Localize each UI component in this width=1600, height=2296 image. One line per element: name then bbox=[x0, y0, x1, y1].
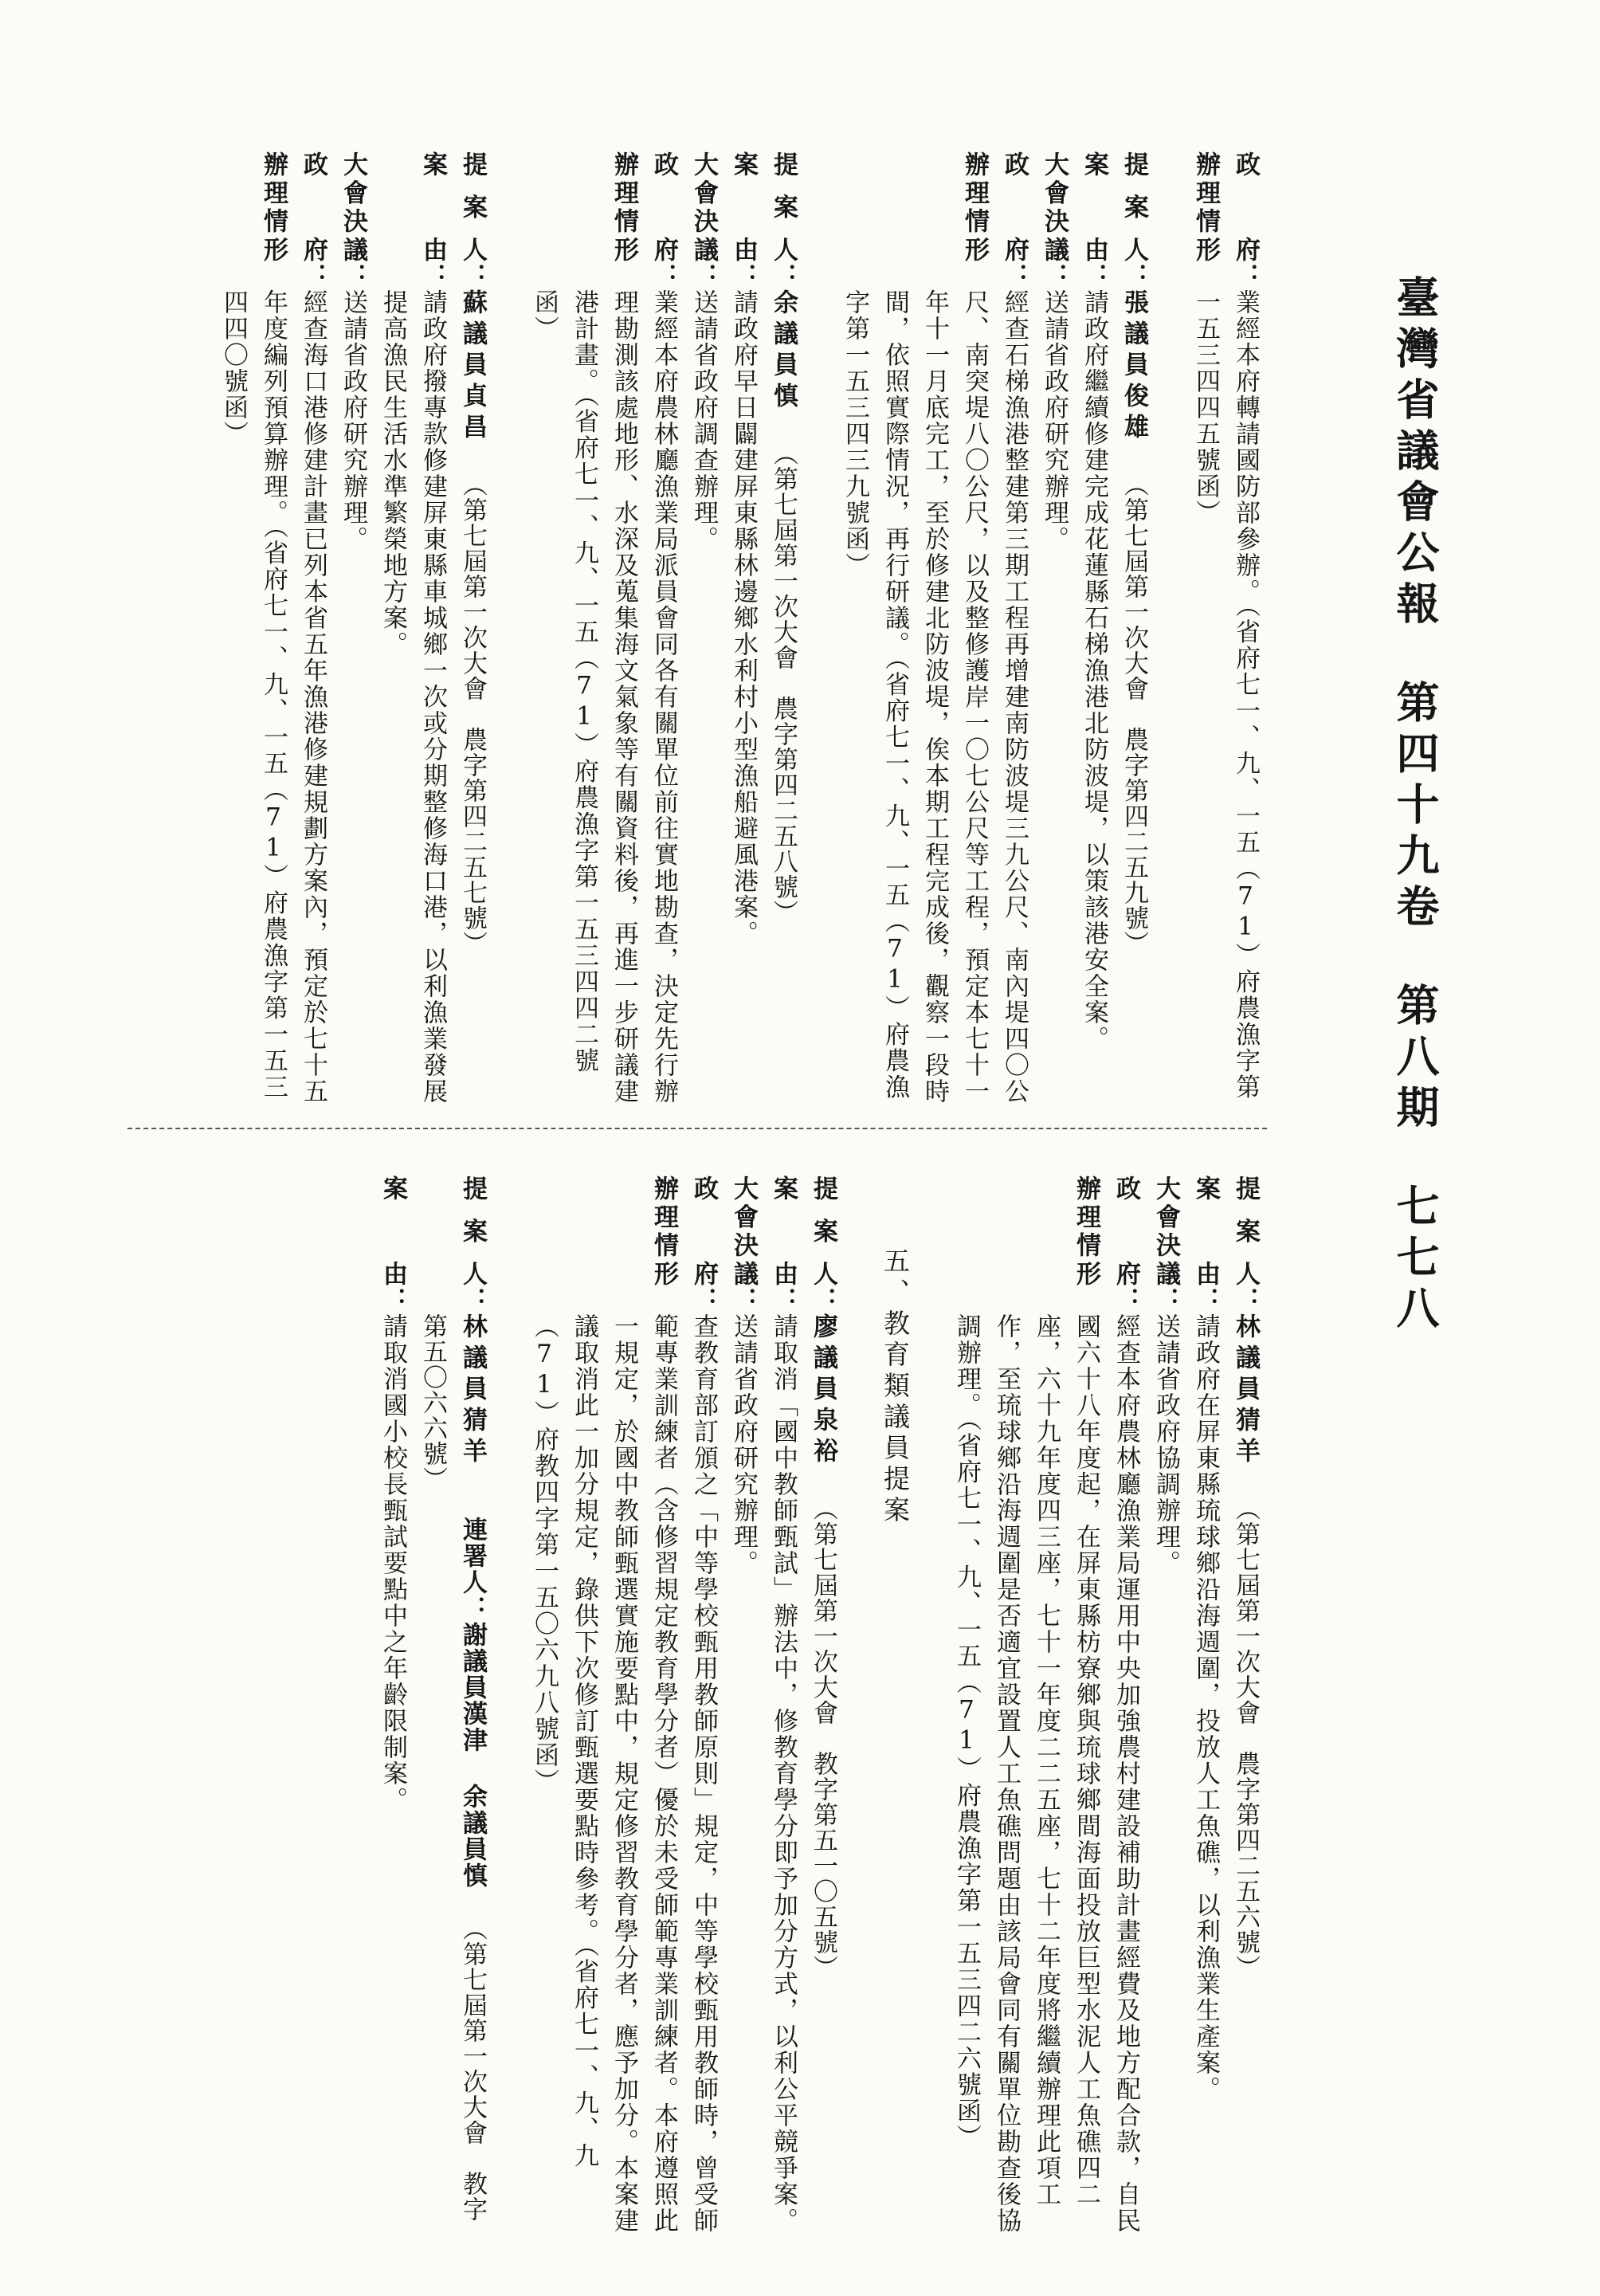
government-response: 經查本府農林廳漁業局運用中央加強農村建設補助計畫經費及地方配合款，自民國六十八年度起，在屏東縣枋寮鄉與琉球鄉間海面投放巨型水泥人工魚礁四二座，六十九年度四三座，七十一年度二二五座，七十二年度將繼續辦理此項工作，至琉球鄉沿海週圍是否適宜設置人工魚礁問題由該局會同有關單位勘查後協調辦理。（省府七一、九、一五（71）府農漁字第一五三四二六號函） bbox=[952, 1313, 1140, 2234]
proposer-name: 蘇議員貞昌 bbox=[458, 289, 487, 445]
issue-number: 第八期 bbox=[1390, 983, 1441, 1136]
subject-label: 案由 bbox=[418, 151, 447, 263]
resolution-text: 送請省政府調查辦理。 bbox=[689, 289, 718, 552]
resolution-label: 大會決議 bbox=[1151, 1175, 1180, 1287]
resolution-label: 大會決議 bbox=[689, 151, 718, 263]
resolution-label: 大會決議 bbox=[1040, 151, 1069, 263]
upper-text-block bbox=[182, 151, 1265, 1108]
proposer-label: 提案人 bbox=[1231, 1175, 1260, 1287]
proposer-label: 提案人 bbox=[458, 151, 487, 263]
resolution-label: 大會決議 bbox=[339, 151, 367, 263]
cosigner-block: 連署人：謝議員漢津 余議員慎 bbox=[458, 1517, 487, 1889]
proposal-ref: （第七屆第一次大會 教字第五〇六六號） bbox=[418, 1313, 487, 2222]
resolution-text: 送請省政府協調辦理。 bbox=[1151, 1313, 1180, 1576]
proposer-name: 林議員猜羊 bbox=[458, 1313, 487, 1469]
proposal-record: 提案人 ： 林議員猜羊連署人：謝議員漢津 余議員慎（第七屆第一次大會 教字第五〇六六號） 案由 ： 請取消國小校長甄試要點中之年齡限制案。 bbox=[373, 1175, 492, 2235]
proposal-subject: 請取消國小校長甄試要點中之年齡限制案。 bbox=[378, 1313, 407, 1813]
resolution-label: 大會決議 bbox=[729, 1175, 758, 1287]
proposal-ref: （第七屆第一次大會 農字第四二五九號） bbox=[1120, 472, 1148, 956]
cosigner-label: 連署人 bbox=[458, 1517, 487, 1595]
proposer-name: 張議員俊雄 bbox=[1120, 289, 1148, 445]
proposer-name: 余議員慎 bbox=[769, 289, 798, 414]
proposer-label: 提案人 bbox=[1120, 151, 1148, 263]
proposer-label: 提案人 bbox=[809, 1175, 837, 1287]
volume-number: 第四十九卷 bbox=[1390, 680, 1441, 935]
lower-text-block bbox=[182, 1175, 1265, 2235]
proposal-ref: （第七屆第一次大會 教字第五一〇五號） bbox=[809, 1496, 837, 1980]
government-label: 政府 辦理情形 bbox=[610, 151, 678, 263]
proposal-ref: （第七屆第一次大會 農字第四二五七號） bbox=[458, 472, 487, 956]
section-heading: 五、教育類議員提案 bbox=[880, 1247, 911, 1527]
proposal-record: 提案人 ： 廖議員泉裕（第七屆第一次大會 教字第五一〇五號） 案由 ： 請取消「國中教師甄試」辦法中，修教育學分即予加分方式，以利公平競爭案。 大會決議 ： 送請省政府研究辦理。 政府 辦理情形 ： 查教育部訂頒之「中等學校甄用教師原則」規定，中等學校甄用教師時，曾受師範專業訓練者（含修習規定教育學分者）優於未受師範專業訓練者。本府遵照此一規定，於國中教師甄選實施要點中，規定修習教育學分者，應予加分。本案建議取消此一加分規定，錄供下次修訂甄選要點時參考。（省府七一、九、九（71）府教四字第一五〇六九八號函） bbox=[524, 1175, 843, 2235]
proposal-record: 提案人 ： 蘇議員貞昌（第七屆第一次大會 農字第四二五七號） 案由 ： 請政府撥專款修建屏東縣車城鄉一次或分期整修海口港，以利漁業發展提高漁民生活水準繁榮地方案。 大會決議 ： 送請省政府研究辦理。 政府 辦理情形 ： 經查海口港修建計畫已列本省五年漁港修建規劃方案內，預定於七十五年度編列預算辦理。（省府七一、九、一五（71）府農漁字第一五三四四〇號函） bbox=[214, 151, 492, 1108]
proposal-ref: （第七屆第一次大會 農字第四二五六號） bbox=[1231, 1496, 1260, 1980]
government-label: 政府 辦理情形 bbox=[259, 151, 327, 263]
subject-label: 案由 bbox=[1080, 151, 1108, 263]
government-response: 經查海口港修建計畫已列本省五年漁港修建規劃方案內，預定於七十五年度編列預算辦理。（省府七一、九、一五（71）府農漁字第一五三四四〇號函） bbox=[219, 289, 327, 1105]
proposal-subject: 請政府繼續修建完成花蓮縣石梯漁港北防波堤，以策該港安全案。 bbox=[1080, 289, 1108, 1052]
subject-label: 案由 bbox=[729, 151, 758, 263]
proposal-record: 政府 辦理情形 ： 業經本府轉請國防部參辦。（省府七一、九、一五（71）府農漁字第一五三四四五號函） bbox=[1186, 151, 1265, 1108]
resolution-text: 送請省政府研究辦理。 bbox=[339, 289, 367, 552]
proposer-label: 提案人 bbox=[458, 1175, 487, 1287]
subject-label: 案由 bbox=[1191, 1175, 1220, 1287]
proposer-name: 林議員猜羊 bbox=[1231, 1313, 1260, 1469]
government-response: 查教育部訂頒之「中等學校甄用教師原則」規定，中等學校甄用教師時，曾受師範專業訓練者（含修習規定教育學分者）優於未受師範專業訓練者。本府遵照此一規定，於國中教師甄選實施要點中，規定修習教育學分者，應予加分。本案建議取消此一加分規定，錄供下次修訂甄選要點時參考。（省府七一、九、九（71）府教四字第一五〇六九八號函） bbox=[530, 1313, 718, 2234]
subject-label: 案由 bbox=[769, 1175, 798, 1287]
page-number: 七七八 bbox=[1390, 1183, 1441, 1336]
cosigner-names: 謝議員漢津 余議員慎 bbox=[458, 1622, 487, 1889]
government-label: 政府 辦理情形 bbox=[649, 1175, 718, 1287]
government-label: 政府 辦理情形 bbox=[1191, 151, 1260, 263]
proposal-subject: 請取消「國中教師甄試」辦法中，修教育學分即予加分方式，以利公平競爭案。 bbox=[769, 1313, 798, 2234]
proposal-record: 提案人 ： 余議員慎（第七屆第一次大會 農字第四二五八號） 案由 ： 請政府早日闢建屏東縣林邊鄉水利村小型漁船避風港案。 大會決議 ： 送請省政府調查辦理。 政府 辦理情形 ： 業經本府農林廳漁業局派員會同各有關單位前往實地勘查，決定先行辦理勘測該處地形、水深及蒐集海文氣象等有關資料後，再進一步研議建港計畫。（省府七一、九、一五（71）府農漁字第一五三四四二號函） bbox=[524, 151, 803, 1108]
subject-label: 案由 bbox=[378, 1175, 407, 1287]
resolution-text: 送請省政府研究辦理。 bbox=[1040, 289, 1069, 552]
proposal-ref: （第七屆第一次大會 農字第四二五八號） bbox=[769, 441, 798, 925]
proposal-record: 提案人 ： 張議員俊雄（第七屆第一次大會 農字第四二五九號） 案由 ： 請政府繼續修建完成花蓮縣石梯漁港北防波堤，以策該港安全案。 大會決議 ： 送請省政府研究辦理。 政府 辦理情形 ： 經查石梯漁港整建第三期工程再增建南防波堤三九公尺、南內堤四〇公尺、南突堤八〇公尺，以及整修護岸一〇七公尺等工程，預定本七十一年十一月底完工，至於修建北防波堤，俟本期工程完成後，觀察一段時間，依照實際情況，再行研議。（省府七一、九、一五（71）府農漁字第一五三四三九號函） bbox=[835, 151, 1154, 1108]
gazette-title: 臺灣省議會公報 bbox=[1390, 275, 1441, 632]
proposal-subject: 請政府撥專款修建屏東縣車城鄉一次或分期整修海口港，以利漁業發展提高漁民生活水準繁榮地方案。 bbox=[378, 289, 447, 1105]
government-response: 業經本府農林廳漁業局派員會同各有關單位前往實地勘查，決定先行辦理勘測該處地形、水深及蒐集海文氣象等有關資料後，再進一步研議建港計畫。（省府七一、九、一五（71）府農漁字第一五三四四二號函） bbox=[530, 289, 678, 1105]
section-divider bbox=[127, 1128, 1267, 1129]
page-header bbox=[1390, 275, 1441, 1336]
proposal-record: 提案人 ： 林議員猜羊（第七屆第一次大會 農字第四二五六號） 案由 ： 請政府在屏東縣琉球鄉沿海週圍，投放人工魚礁，以利漁業生產案。 大會決議 ： 送請省政府協調辦理。 政府 辦理情形 ： 經查本府農林廳漁業局運用中央加強農村建設補助計畫經費及地方配合款，自民國六十八年度起，在屏東縣枋寮鄉與琉球鄉間海面投放巨型水泥人工魚礁四二座，六十九年度四三座，七十一年度二二五座，七十二年度將繼續辦理此項工作，至琉球鄉沿海週圍是否適宜設置人工魚礁問題由該局會同有關單位勘查後協調辦理。（省府七一、九、一五（71）府農漁字第一五三四二六號函） bbox=[947, 1175, 1265, 2235]
government-label: 政府 辦理情形 bbox=[1072, 1175, 1140, 1287]
proposal-subject: 請政府早日闢建屏東縣林邊鄉水利村小型漁船避風港案。 bbox=[729, 289, 758, 947]
government-label: 政府 辦理情形 bbox=[960, 151, 1029, 263]
proposer-name: 廖議員泉裕 bbox=[809, 1313, 837, 1469]
proposer-label: 提案人 bbox=[769, 151, 798, 263]
government-response: 經查石梯漁港整建第三期工程再增建南防波堤三九公尺、南內堤四〇公尺、南突堤八〇公尺，以及整修護岸一〇七公尺等工程，預定本七十一年十一月底完工，至於修建北防波堤，俟本期工程完成後，觀察一段時間，依照實際情況，再行研議。（省府七一、九、一五（71）府農漁字第一五三四三九號函） bbox=[841, 289, 1029, 1105]
resolution-text: 送請省政府研究辦理。 bbox=[729, 1313, 758, 1576]
proposal-subject: 請政府在屏東縣琉球鄉沿海週圍，投放人工魚礁，以利漁業生產案。 bbox=[1191, 1313, 1220, 2102]
government-response: 業經本府轉請國防部參辦。（省府七一、九、一五（71）府農漁字第一五三四四五號函） bbox=[1191, 289, 1260, 1101]
